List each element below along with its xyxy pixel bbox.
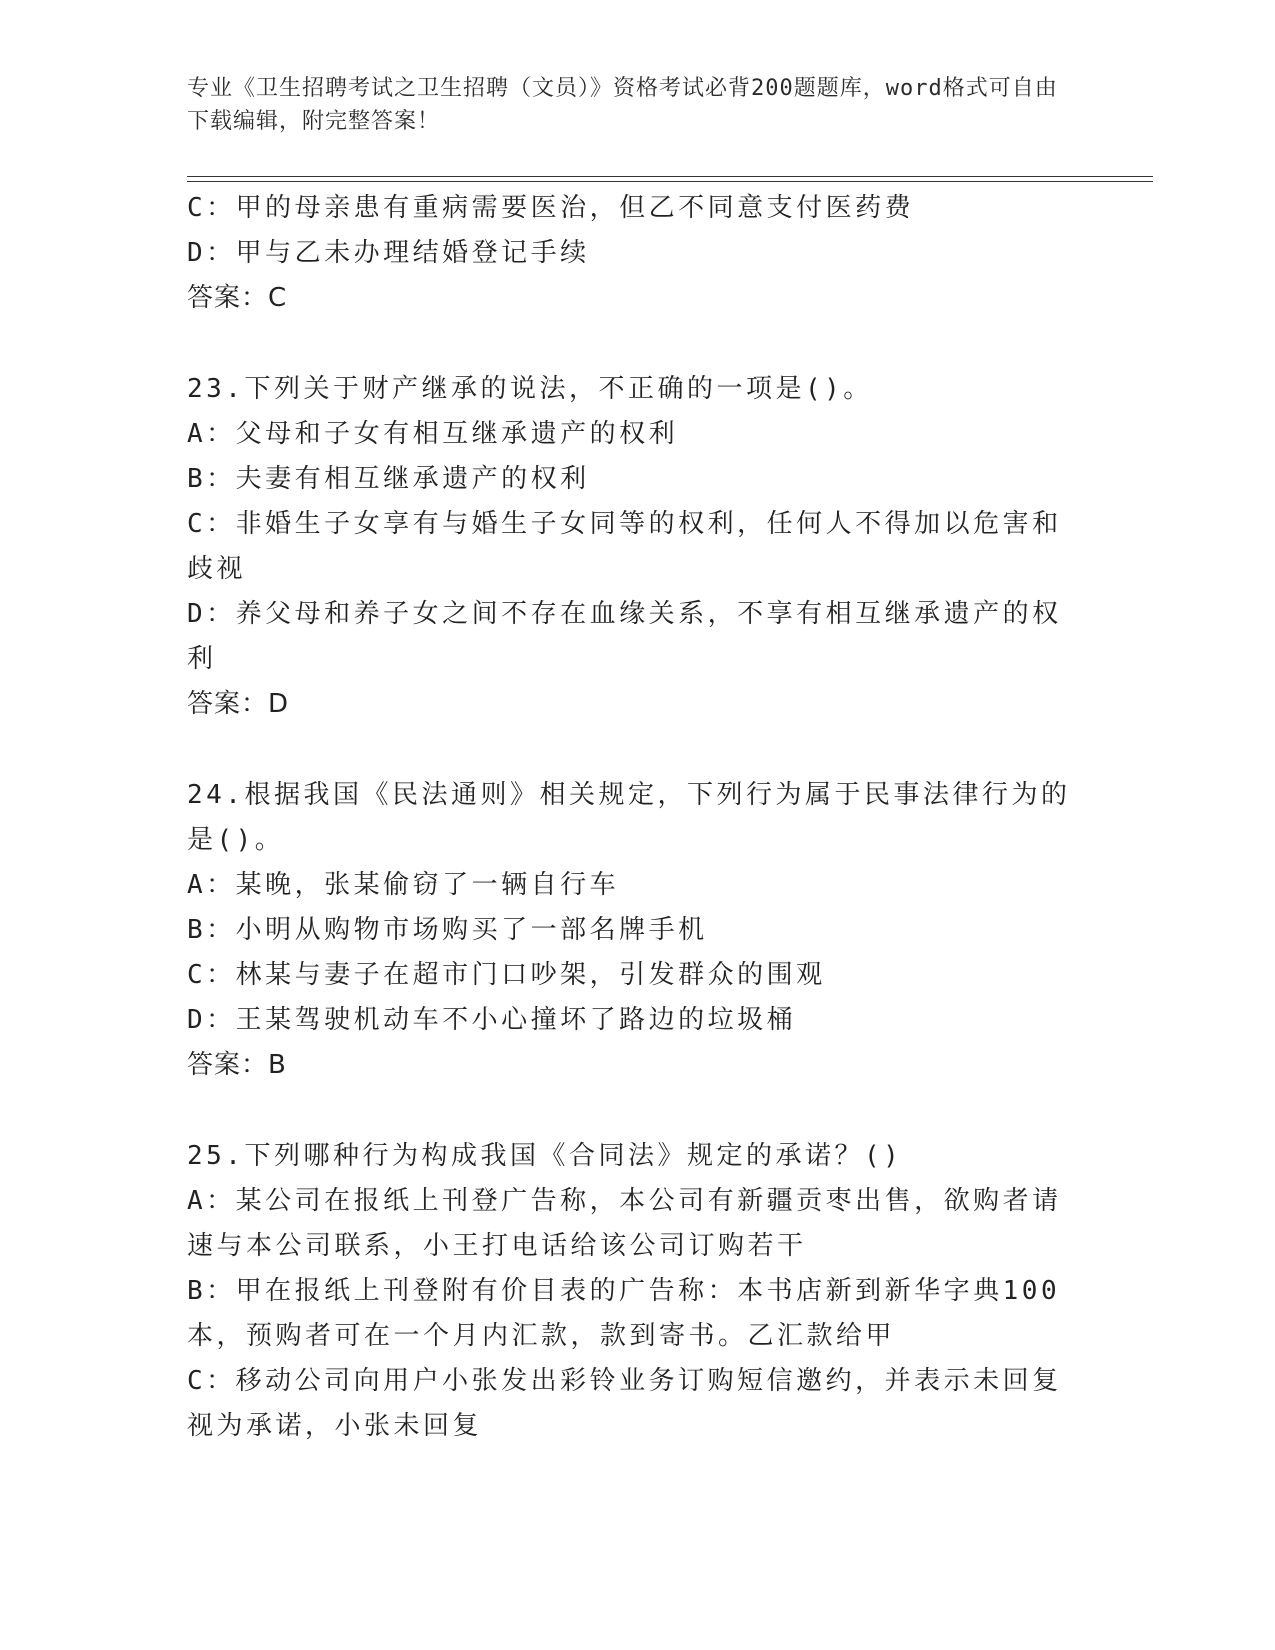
question-block-25 <box>187 1134 1087 1449</box>
spacer <box>187 1088 1087 1134</box>
option-a: A：父母和子女有相互继承遗产的权利 <box>187 419 679 449</box>
option-d: D：王某驾驶机动车不小心撞坏了路边的垃圾桶 <box>187 1005 797 1035</box>
question-stem: 23.下列关于财产继承的说法，不正确的一项是()。 <box>187 374 873 404</box>
option-c: C：移动公司向用户小张发出彩铃业务订购短信邀约，并表示未回复视为承诺，小张未回复 <box>187 1366 1062 1441</box>
option-b: B：小明从购物市场购买了一部名牌手机 <box>187 915 708 945</box>
option-c: C：甲的母亲患有重病需要医治，但乙不同意支付医药费 <box>187 193 915 223</box>
option-d: D：甲与乙未办理结婚登记手续 <box>187 238 590 268</box>
question-block-22 <box>187 186 1087 321</box>
question-list <box>187 186 1087 1449</box>
question-stem: 24.根据我国《民法通则》相关规定，下列行为属于民事法律行为的是()。 <box>187 780 1071 855</box>
option-b: B：夫妻有相互继承遗产的权利 <box>187 464 590 494</box>
option-a: A：某公司在报纸上刊登广告称，本公司有新疆贡枣出售，欲购者请速与本公司联系，小王打电话给该公司订购若干 <box>187 1186 1062 1261</box>
answer-line: 答案：B <box>187 1050 287 1080</box>
header-divider <box>187 176 1153 177</box>
header-title: 专业《卫生招聘考试之卫生招聘（文员）》资格考试必背200题题库，word格式可自由下载编辑，附完整答案！ <box>187 76 1058 134</box>
answer-line: 答案：C <box>187 283 288 313</box>
spacer <box>187 321 1087 367</box>
question-stem: 25.下列哪种行为构成我国《合同法》规定的承诺？() <box>187 1141 903 1171</box>
option-c: C：林某与妻子在超市门口吵架，引发群众的围观 <box>187 960 826 990</box>
option-b: B：甲在报纸上刊登附有价目表的广告称：本书店新到新华字典100本，预购者可在一个月内汇款，款到寄书。乙汇款给甲 <box>187 1276 1061 1351</box>
header-divider-thin <box>187 181 1153 182</box>
question-block-23 <box>187 367 1087 727</box>
page-header <box>187 72 1067 138</box>
question-block-24 <box>187 773 1087 1088</box>
option-a: A：某晚，张某偷窃了一辆自行车 <box>187 870 620 900</box>
option-d: D：养父母和养子女之间不存在血缘关系，不享有相互继承遗产的权利 <box>187 599 1062 674</box>
spacer <box>187 727 1087 773</box>
option-c: C：非婚生子女享有与婚生子女同等的权利，任何人不得加以危害和歧视 <box>187 509 1062 584</box>
answer-line: 答案：D <box>187 689 290 719</box>
